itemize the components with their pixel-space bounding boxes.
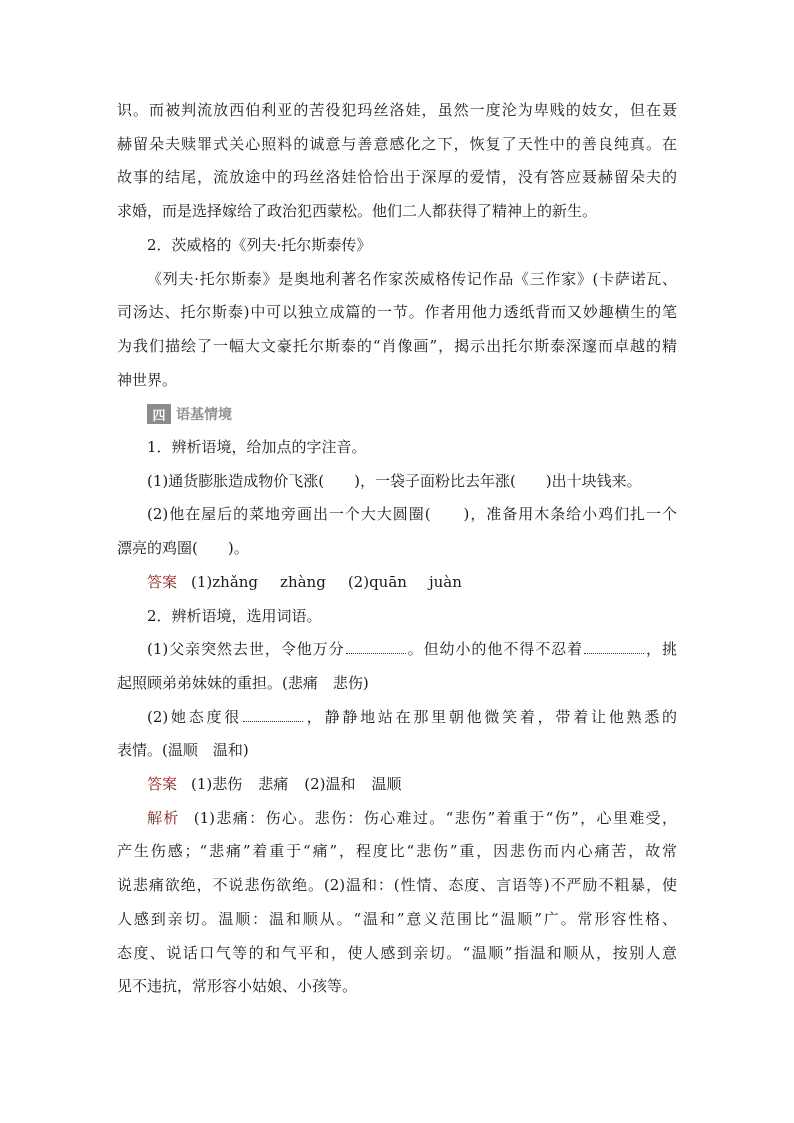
question2-heading: 2．辨析语境，选用词语。: [147, 606, 322, 625]
answer-value: 温顺: [371, 775, 402, 794]
intro-paragraph: [117, 94, 677, 229]
fill-blank: [346, 652, 406, 654]
sentence-text: ，挑: [645, 640, 677, 659]
answer-value: 悲痛: [258, 775, 289, 794]
text-line: 赫留朵夫赎罪式关心照料的诚意与善意感化之下，恢复了天性中的善良纯真。在: [117, 134, 677, 153]
sentence-text: 。但幼小的他不得不忍着: [406, 640, 584, 659]
analysis-paragraph: [117, 802, 677, 1004]
question2-sentence-2-cont: 表情。(温顺 温和): [117, 741, 249, 760]
question2-sentence-2: [117, 701, 677, 735]
fill-blank: [584, 652, 644, 654]
analysis-line: 见不违抗，常形容小姑娘、小孩等。: [117, 977, 358, 996]
text-line: 《列夫·托尔斯泰》是奥地利著名作家茨威格传记作品《三作家》(卡萨诺瓦、: [147, 269, 677, 288]
item2-paragraph: [117, 263, 677, 398]
analysis-line: 说悲痛欲绝，不说悲伤欲绝。(2)温和：(性情、态度、言语等)不严励不粗暴，使: [117, 876, 677, 895]
sentence-text: (1)父亲突然去世，令他万分: [147, 640, 345, 659]
text-line: 故事的结尾，流放途中的玛丝洛娃恰恰出于深厚的爱情，没有答应聂赫留朵夫的: [117, 168, 677, 187]
question1-sentence-1: (1)通货膨胀造成物价飞涨( )，一袋子面粉比去年涨( )出十块钱来。: [147, 471, 642, 490]
text-line: 为我们描绘了一幅大文豪托尔斯泰的“肖像画”，揭示出托尔斯泰深邃而卓越的精: [117, 336, 677, 355]
page-content: [117, 94, 677, 1004]
answer-value: (2)quān: [347, 572, 407, 591]
text-line: 识。而被判流放西伯利亚的苦役犯玛丝洛娃，虽然一度沦为卑贱的妓女，但在聂: [117, 101, 677, 119]
analysis-line: 态度、说话口气等的和气平和，使人感到亲切。“温顺”指温和顺从，按别人意: [117, 943, 677, 962]
sentence-text: ，静静地站在那里朝他微笑着，带着让他熟悉的: [304, 707, 677, 726]
answer-value: (2)温和: [304, 775, 356, 794]
item2-heading: 2．茨威格的《列夫·托尔斯泰传》: [147, 235, 372, 254]
analysis-line: [117, 802, 677, 836]
answer-value: juàn: [428, 572, 462, 591]
text-line: 司汤达、托尔斯泰)中可以独立成篇的一节。作者用他力透纸背而又妙趣横生的笔: [117, 303, 677, 322]
analysis-line: 产生伤感；“悲痛”着重于“痛”，程度比“悲伤”重，因悲伤而内心痛苦，故常: [117, 842, 677, 861]
question1-heading: 1．辨析语境，给加点的字注音。: [147, 438, 367, 457]
question2-sentence-1-cont: 起照顾弟弟妹妹的重担。(悲痛 悲伤): [117, 673, 369, 692]
analysis-label: 解析: [147, 808, 180, 827]
answer-label: 答案: [147, 775, 178, 794]
question2-sentence-1: [117, 633, 677, 667]
text-line: 神世界。: [117, 370, 178, 389]
section-title: 语基情境: [176, 407, 232, 424]
question1-sentence-2: (2)他在屋后的菜地旁画出一个大大圆圈( )，准备用木条给小鸡们扎一个: [147, 505, 677, 524]
answer-label: 答案: [147, 572, 178, 591]
answer-value: zhàng: [280, 572, 326, 591]
analysis-line: 人感到亲切。温顺：温和顺从。“温和”意义范围比“温顺”广。常形容性格、: [117, 909, 677, 928]
section-badge: 四: [147, 404, 171, 424]
question1-answer: [117, 566, 677, 600]
analysis-text: (1)悲痛：伤心。悲伤：伤心难过。“悲伤”着重于“伤”，心里难受，: [193, 808, 677, 827]
answer-value: (1)zhǎng: [191, 572, 259, 591]
sentence-text: (2)她态度很: [147, 707, 243, 726]
question1-sentence-2-cont: 漂亮的鸡圈( )。: [117, 539, 249, 558]
section-header: [117, 397, 677, 431]
question2-answer: [117, 768, 677, 802]
text-line: 求婚，而是选择嫁给了政治犯西蒙松。他们二人都获得了精神上的新生。: [117, 202, 598, 221]
answer-value: (1)悲伤: [191, 775, 243, 794]
fill-blank: [243, 720, 303, 722]
